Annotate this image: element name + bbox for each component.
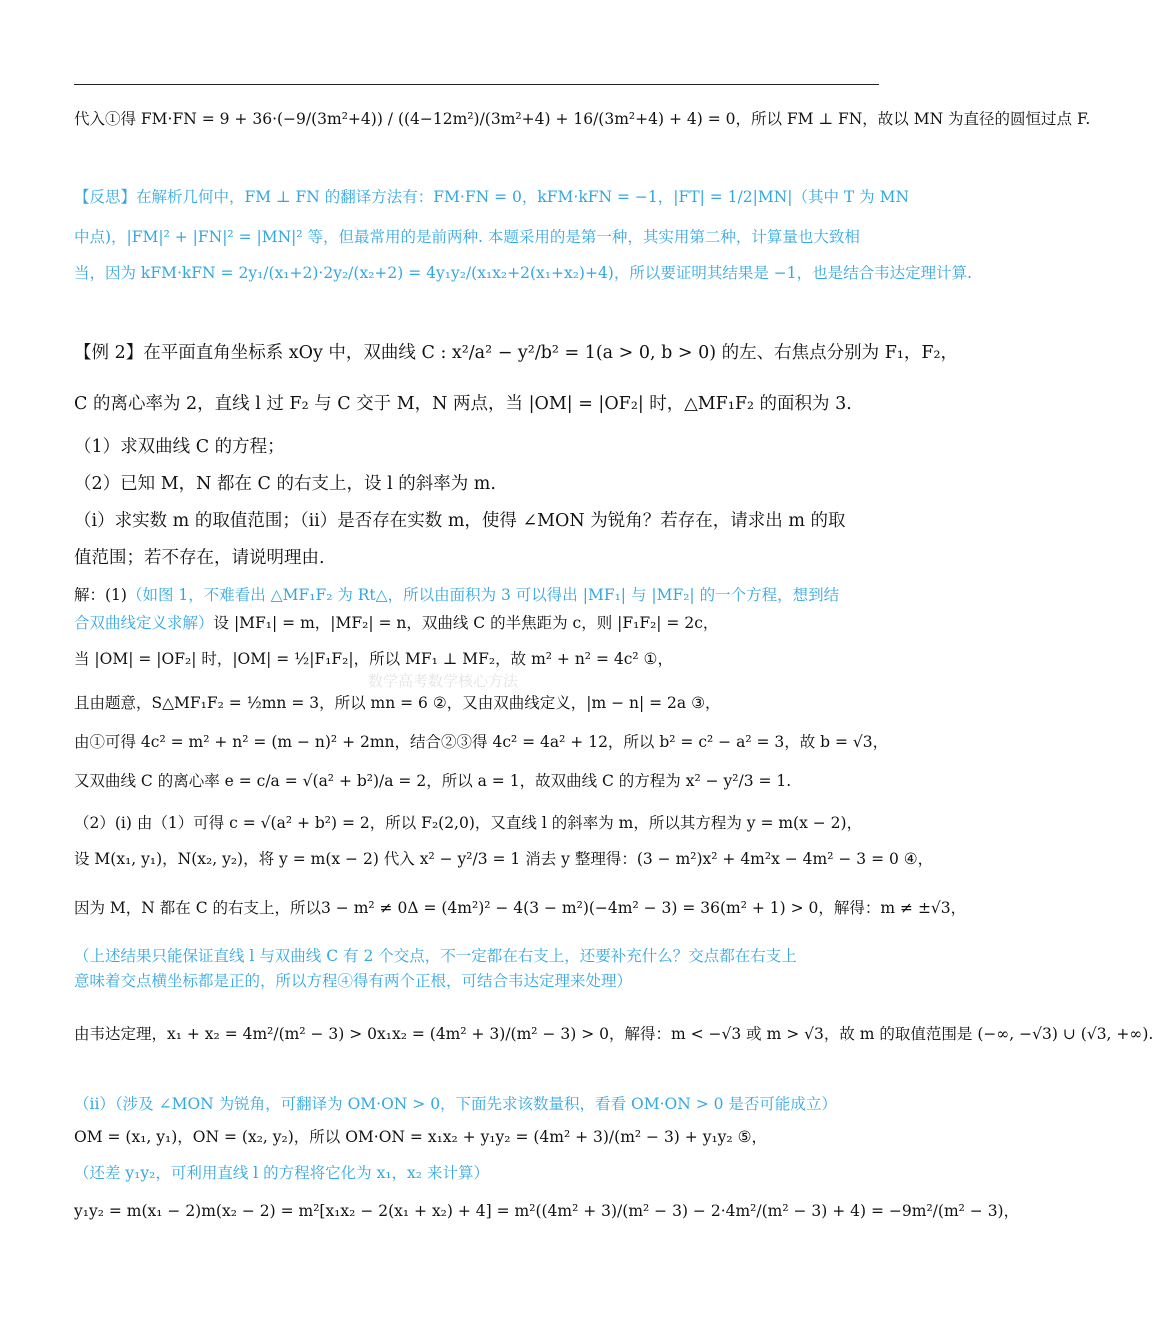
text-segment: （涉及 ∠MON 为锐角，可翻译为 OM·ON > 0，下面先求该数量积，看看 OM·ON > 0 是否可能成立）: [114, 1095, 837, 1113]
text-line-l02: [74, 186, 910, 208]
text-line-l06: [74, 393, 879, 415]
text-segment: 【反思】在解析几何中，FM ⊥ FN 的翻译方法有：FM·FN = 0，k: [74, 188, 547, 206]
text-line-l22: [74, 1023, 1153, 1045]
text-segment: 解：(1): [74, 586, 127, 604]
text-line-l16: [74, 770, 879, 792]
text-line-l17: [74, 812, 879, 834]
text-segment: x₁x₂ = (4m² + 3)/(m² − 3) > 0: [377, 1025, 609, 1043]
text-line-l13: [74, 648, 879, 670]
watermark: 数学高考数学核心方法: [368, 672, 519, 690]
text-segment: ，解得：m < −√3 或 m > √3，故 m 的取值范围是 (−∞, −√3) ∪ (√3, +∞).: [608, 1025, 1153, 1043]
text-line-l26: [74, 1200, 1020, 1222]
text-line-l20: [74, 945, 879, 967]
text-segment: （上述结果只能保证直线 l 与双曲线 C 有 2 个交点，不一定都在右支上，还要补充什么？交点都在右支上: [74, 947, 797, 965]
text-line-l10: [74, 547, 879, 569]
text-segment: （i）求实数 m 的取值范围；（ii）是否存在实数 m，使得 ∠MON 为锐角？若存在，请求出 m 的取: [74, 511, 846, 531]
text-segment: ·k: [176, 264, 192, 282]
text-segment: 设 M(x₁, y₁)，N(x₂, y₂)，将 y = m(x − 2) 代入 x² − y²/3 = 1 消去 y 整理得：(3 − m²)x² + 4m²x − 4m² − 3 = 0 ④，: [74, 850, 934, 868]
text-line-l04: [74, 262, 973, 284]
text-line-l23: [74, 1093, 879, 1115]
text-segment: y₁y₂ = m(x₁ − 2)m(x₂ − 2) = m²[x₁x₂ − 2(x₁ + x₂) + 4] = m²((4m² + 3)/(m² − 3) − 2·4m²/(m² − 3) + 4) = −9m²/(m² − 3)，: [74, 1202, 1020, 1220]
text-segment: 意味着交点横坐标都是正的，所以方程④得有两个正根，可结合韦达定理来处理）: [74, 972, 633, 990]
top-rule: [74, 84, 879, 85]
text-segment: （1）求双曲线 C 的方程；: [74, 437, 285, 457]
text-segment: x₁ + x₂ = 4m²/(m² − 3) > 0: [167, 1025, 378, 1043]
text-segment: 值范围；若不存在，请说明理由.: [74, 548, 325, 568]
text-segment: 由韦达定理，: [74, 1025, 168, 1043]
text-segment: FM: [546, 188, 574, 206]
text-segment: 中点)，|FM|² + |FN|² = |MN|² 等，但最常用的是前两种. 本题采用的是第一种，其实用第二种，计算量也大致相: [74, 228, 860, 246]
text-segment: = −1，|FT| =: [612, 188, 728, 206]
text-line-l03: [74, 226, 879, 248]
text-segment: 3 − m² ≠ 0: [321, 899, 408, 917]
text-line-l15: [74, 731, 889, 753]
text-segment: ，所以要证明其结果是 −1，也是结合韦达定理计算.: [613, 264, 973, 282]
text-line-l12: [74, 612, 879, 634]
text-line-l21: [74, 970, 879, 992]
text-segment: 合双曲线定义求解）: [74, 614, 214, 632]
text-segment: Δ = (4m²)² − 4(3 − m²)(−4m² − 3) = 36(m² + 1) > 0: [407, 899, 819, 917]
text-segment: 由①可得 4c² = m² + n² = (m − n)² + 2mn，结合②③得 4c² = 4a² + 12，所以 b² = c² − a² = 3，故 b = √3，: [74, 733, 889, 751]
text-segment: FN: [587, 188, 613, 206]
text-segment: =: [215, 264, 239, 282]
text-line-l01: [74, 108, 1091, 130]
text-line-l11: [74, 584, 879, 606]
text-line-l09: [74, 510, 879, 532]
text-segment: 且由题意，S△MF₁F₂ = ½mn = 3，所以 mn = 6 ②，又由双曲线定义，|m − n| = 2a ③，: [74, 694, 721, 712]
text-segment: 2y₁/(x₁+2)·2y₂/(x₂+2) = 4y₁y₂/(x₁x₂+2(x₁+x₂)+4): [238, 264, 614, 282]
text-segment: （2）(i) 由（1）可得 c = √(a² + b²) = 2，所以 F₂(2,0)，又直线 l 的斜率为 m，所以其方程为 y = m(x − 2)，: [74, 814, 863, 832]
text-line-l08: [74, 473, 879, 495]
text-segment: 当 |OM| = |OF₂| 时，|OM| = ½|F₁F₂|，所以 MF₁ ⊥ MF₂，故 m² + n² = 4c² ①，: [74, 650, 673, 668]
text-segment: （还差 y₁y₂，可利用直线 l 的方程将它化为 x₁，x₂ 来计算）: [74, 1164, 489, 1182]
text-segment: 因为 M，N 都在 C 的右支上，所以: [74, 899, 322, 917]
text-segment: ·k: [573, 188, 588, 206]
text-line-l07: [74, 436, 879, 458]
text-line-l19: [74, 897, 967, 919]
text-segment: （2）已知 M，N 都在 C 的右支上，设 l 的斜率为 m.: [74, 474, 496, 494]
text-segment: （如图 1，不难看出 △MF₁F₂ 为 Rt△，所以由面积为 3 可以得出 |MF₁| 与 |MF₂| 的一个方程，想到结: [126, 586, 840, 604]
text-segment: ，解得：m ≠ ±√3，: [818, 899, 967, 917]
text-segment: 设 |MF₁| = m，|MF₂| = n，双曲线 C 的半焦距为 c，则 |F₁F₂| = 2c，: [213, 614, 719, 632]
text-segment: C 的离心率为 2，直线 l 过 F₂ 与 C 交于 M，N 两点，当 |OM| = |OF₂| 时，△MF₁F₂ 的面积为 3.: [74, 394, 852, 414]
text-segment: FN: [191, 264, 216, 282]
text-segment: FM: [150, 264, 177, 282]
text-segment: 又双曲线 C 的离心率 e = c/a = √(a² + b²)/a = 2，所以 a = 1，故双曲线 C 的方程为 x² − y²/3 = 1.: [74, 772, 792, 790]
text-segment: 当，因为 k: [74, 264, 151, 282]
text-segment: （ii）: [74, 1095, 115, 1113]
text-line-l14: [74, 692, 879, 714]
text-line-l18: [74, 848, 934, 870]
text-segment: 代入①得 FM·FN = 9 + 36·(−9/(3m²+4)) / ((4−12m²)/(3m²+4) + 16/(3m²+4) + 4) = 0，所以 FM ⊥ FN，故以 MN 为直径的圆恒过点 F.: [74, 110, 1091, 128]
text-line-l05: [74, 342, 959, 364]
text-segment: 【例 2】在平面直角坐标系 xOy 中，双曲线 C : x²/a² − y²/b² = 1(a > 0, b > 0) 的左、右焦点分别为 F₁，F₂，: [74, 343, 959, 363]
text-line-l25: [74, 1162, 879, 1184]
text-segment: |MN|（其中 T 为 MN: [752, 188, 910, 206]
text-segment: 1/2: [727, 188, 753, 206]
text-segment: OM = (x₁, y₁)，ON = (x₂, y₂)，所以 OM·ON = x₁x₂ + y₁y₂ = (4m² + 3)/(m² − 3) + y₁y₂ ⑤，: [74, 1128, 767, 1146]
text-line-l24: [74, 1126, 879, 1148]
